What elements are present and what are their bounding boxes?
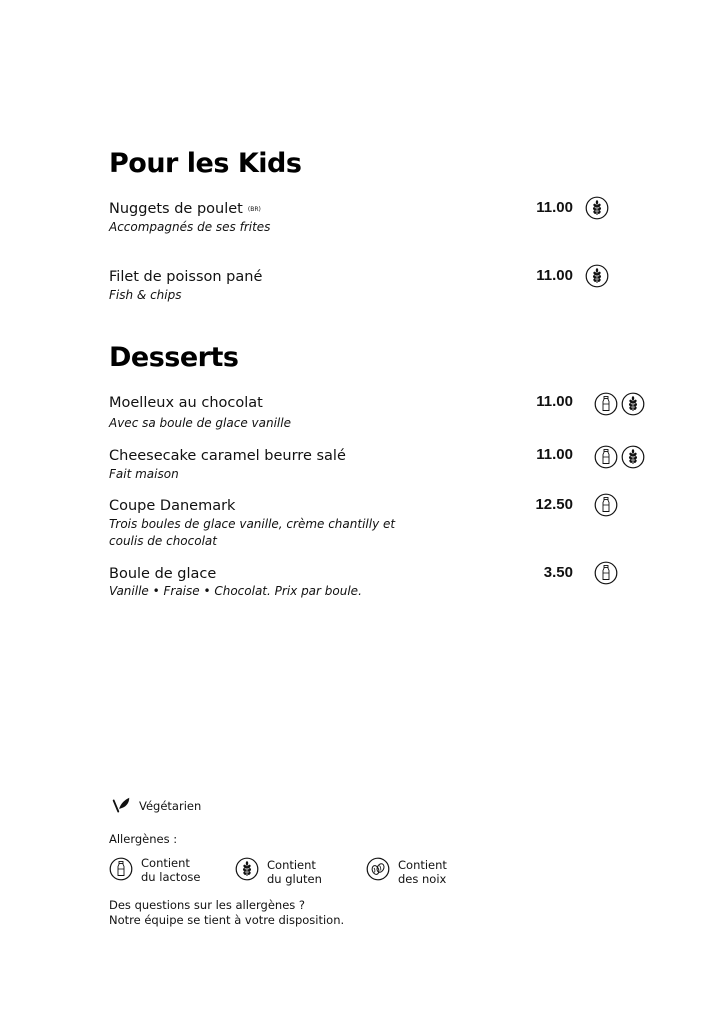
item-name: Boule de glace — [109, 566, 217, 582]
nuts-icon — [366, 857, 390, 881]
lactose-icon — [594, 445, 618, 469]
item-name: Coupe Danemark — [109, 498, 236, 514]
item-price: 12.50 — [535, 496, 573, 513]
allergens-title: Allergènes : — [109, 832, 178, 846]
gluten-icon — [621, 392, 645, 416]
item-description-line: Trois boules de glace vanille, crème chantilly et — [109, 517, 396, 531]
item-price: 11.00 — [536, 199, 573, 216]
lactose-icon — [594, 493, 618, 517]
item-name: Cheesecake caramel beurre salé — [109, 448, 346, 464]
allergen-note-line2: Notre équipe se tient à votre disposition. — [109, 913, 345, 927]
item-price: 11.00 — [536, 393, 573, 410]
item-description: Fish & chips — [109, 288, 182, 302]
item-description-line: coulis de chocolat — [109, 534, 217, 548]
vegetarian-label: Végétarien — [139, 799, 202, 813]
section-title-kids: Pour les Kids — [109, 148, 302, 179]
section-title-desserts: Desserts — [109, 342, 239, 373]
legend-lactose-text: Contient du lactose — [141, 856, 201, 884]
item-price: 11.00 — [536, 446, 573, 463]
lactose-icon — [594, 392, 618, 416]
item-tag: (BR) — [247, 206, 261, 213]
item-name: Moelleux au chocolat — [109, 395, 263, 411]
allergen-note-line1: Des questions sur les allergènes ? — [109, 898, 306, 912]
leaf-icon — [110, 795, 132, 817]
item-description: Vanille • Fraise • Chocolat. Prix par boule. — [109, 584, 362, 598]
item-description — [109, 516, 409, 550]
gluten-icon — [585, 196, 609, 220]
item-price: 3.50 — [543, 564, 573, 581]
item-price: 11.00 — [536, 267, 573, 284]
item-description: Accompagnés de ses frites — [109, 220, 271, 234]
legend-nuts-text: Contient des noix — [398, 858, 447, 886]
gluten-icon — [585, 264, 609, 288]
gluten-icon — [235, 857, 259, 881]
lactose-icon — [109, 857, 133, 881]
item-name: Nuggets de poulet $^{(BR)}$ — [109, 201, 261, 217]
lactose-icon — [594, 561, 618, 585]
item-name: Filet de poisson pané — [109, 269, 263, 285]
item-description: Fait maison — [109, 467, 179, 481]
legend-gluten-text: Contient du gluten — [267, 858, 322, 886]
gluten-icon — [621, 445, 645, 469]
item-description: Avec sa boule de glace vanille — [109, 416, 291, 430]
